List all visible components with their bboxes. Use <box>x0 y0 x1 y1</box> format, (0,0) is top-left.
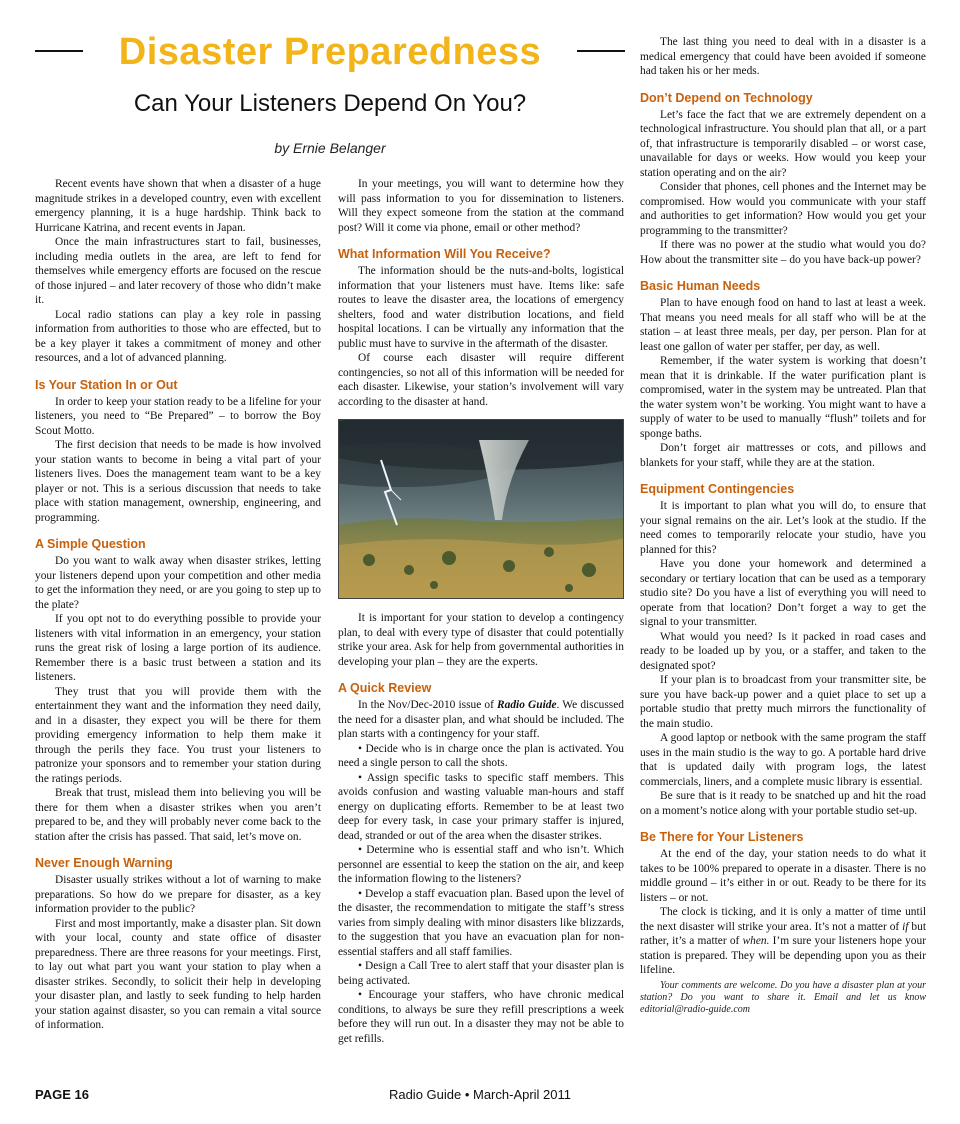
section-heading: Don’t Depend on Technology <box>640 90 813 105</box>
paragraph: At the end of the day, your station needs to do what it takes to be 100% prepared to operate in a disaster. There is no middle ground – it’s either in or out. Ready to be there for its listers – or not. <box>640 848 926 904</box>
paragraph: The last thing you need to deal with in a disaster is a medical emergency that could have been avoided if someone had taken his or her meds. <box>640 36 926 77</box>
paragraph: It is important for your station to develop a contingency plan, to deal with every type of disaster that could potentially strike your area. Ask for help from governmental authorities in developing your plan – they are the experts. <box>338 612 624 668</box>
emphasis: if <box>902 920 909 933</box>
article-header <box>35 30 625 75</box>
column-2 <box>338 177 624 1046</box>
section-heading: A Quick Review <box>338 681 432 695</box>
paragraph: Have you done your homework and determined a secondary or tertiary location that can be used as a temporary studio site? Do you have a list of everything you will need to operate from that location? Don’t forget a way to get the signal to your transmitter. <box>640 558 926 628</box>
paragraph: If your plan is to broadcast from your transmitter site, be sure you have back-up power and a quiet place to set up a portable studio that pretty much mirrors the functionality of the main studio. <box>640 674 926 730</box>
paragraph: The first decision that needs to be made is how involved your station wants to become in being a vital part of your listeners lives. Does the management team want to be a key player or not. This is a serious discussion that needs to take place with station management, ownership, engineering, and programming. <box>35 439 321 524</box>
paragraph: Consider that phones, cell phones and the Internet may be compromised. How would you communicate with your staff and authorities to get information? How would you get your programming to the transmitter? <box>640 181 926 237</box>
page-subtitle: Can Your Listeners Depend On You? <box>133 90 527 117</box>
bullet-item: • Develop a staff evacuation plan. Based upon the level of the disaster, the recommendation to mitigate the staff’s stress varies from simply dealing with minor disasters like blizzards, to the suggestion that you have an evacuation plan for non-essential staffers and all staff families. <box>338 887 624 958</box>
paragraph <box>338 698 624 742</box>
paragraph: The information should be the nuts-and-bolts, logistical information that your listeners must have. Items like: safe routes to leave the disaster area, the locations of emergency shelters, food and water distribution locations, and field hospital locations. I can be virtually any information that the public must have to survive in the aftermath of the disaster. <box>338 265 624 350</box>
section-heading: Basic Human Needs <box>640 279 761 293</box>
text-run: . We discussed the need for a disaster plan, and what should be included. The plan starts with a contingency for your staff. <box>338 699 624 740</box>
paragraph: In order to keep your station ready to be a lifeline for your listeners, you need to “Be Prepared” – to borrow the Boy Scout Motto. <box>35 395 321 437</box>
page-title: Disaster Preparedness <box>118 31 542 73</box>
tornado-illustration <box>339 420 624 599</box>
section-heading: What Information Will You Receive? <box>338 247 551 261</box>
paragraph: Let’s face the fact that we are extremely dependent on a technological infrastructure. You should plan that all, or a part of, that infrastructure is temporarily disabled – or worst case, unavailable for days or weeks. How would you keep your station operating and on the air? <box>640 108 926 179</box>
bullet-item: • Design a Call Tree to alert staff that your disaster plan is being activated. <box>338 960 624 987</box>
bullet-item: • Assign specific tasks to specific staff members. This avoids confusion and wasting valuable man-hours and staff energy on duplicating efforts. Remember to be at least two deep for every task, in case your primary staffer is injured, dead, stranded or out of the area when the disaster strikes. <box>338 771 624 842</box>
paragraph: Be sure that is it ready to be snatched up and hit the road on a moment’s notice along with your portable studio set-up. <box>640 790 926 817</box>
paragraph: If you opt not to do everything possible to provide your listeners with vital information in an emergency, your station runs the great risk of losing a large portion of its audience. Remember there is a basic trust between a station and its listeners. <box>35 613 321 683</box>
paragraph: Break that trust, mislead them into believing you will be there for them when a disaster strikes when you aren’t prepared to be, and they will probably never come back to the station after the crisis has passed. That said, let’s move on. <box>35 787 321 843</box>
paragraph: It is important to plan what you will do, to ensure that your signal remains on the air. Let’s look at the studio. If the need comes to temporarily relocate your studio, have you planned for this? <box>640 500 926 556</box>
paragraph: Once the main infrastructures start to fail, businesses, including media outlets in the area, are left to fend for themselves while emergency efforts are focused on the rescue of those injured – and later recovery of those who didn’t make it. <box>35 236 321 306</box>
bullet-item: • Decide who is in charge once the plan is activated. You need a single person to call the shots. <box>338 742 624 769</box>
paragraph: In your meetings, you will want to determine how they will pass information to you for dissemination to listeners. Will they expect someone from the station at the command post? Will it come via phone, email or other method? <box>338 178 624 234</box>
section-heading: Equipment Contingencies <box>640 482 795 496</box>
text-run: The clock is ticking, and it is only a matter of time until the next disaster will strike your area. It’s not a matter of <box>640 906 926 933</box>
emphasis: when. <box>742 935 770 947</box>
paragraph: What would you need? Is it packed in road cases and ready to be loaded up by you, or a staffer, and taken to the designated spot? <box>640 630 926 672</box>
paragraph: If there was no power at the studio what would you do? How about the transmitter site – do you have back-up power? <box>640 239 926 266</box>
paragraph: They trust that you will provide them with the entertainment they want and the information they need daily, and in a disaster, they expect you will be there for them providing emergency information to help them make it through the perils they face. You trust your listeners to patronize your sponsors and to remember your station during the ratings periods. <box>35 685 321 785</box>
page-number: PAGE 16 <box>35 1087 89 1102</box>
paragraph: A good laptop or netbook with the same program the staff uses in the main studio is the way to go. A portable hard drive that is updated daily with program logs, the latest commercials, liners, and a complete music library is essential. <box>640 732 926 788</box>
paragraph <box>640 905 926 978</box>
publication-name: Radio Guide <box>497 699 557 711</box>
publication-footer: Radio Guide • March-April 2011 <box>388 1087 572 1102</box>
column-3 <box>640 35 926 1016</box>
text-run: but rather, it’s a matter of <box>640 920 926 947</box>
paragraph: Plan to have enough food on hand to last at least a week. That means you need meals for all staff who will be at the station – at least three meals, per day, per person. Plan for at least one gallon of water per staffer, per day, as well. <box>640 297 926 353</box>
section-heading: Never Enough Warning <box>35 856 173 870</box>
bullet-item: • Encourage your staffers, who have chronic medical conditions, to always be sure they refill prescriptions a week before they will run out. In a disaster they may not be able to get refills. <box>338 989 624 1045</box>
byline: by Ernie Belanger <box>274 140 386 156</box>
section-heading: Is Your Station In or Out <box>35 377 178 392</box>
paragraph: Disaster usually strikes without a lot of warning to make preparations. So how do we prepare for disaster, as a key information provider to the public? <box>35 874 321 915</box>
paragraph: First and most importantly, make a disaster plan. Sit down with your local, county and state office of disaster preparedness. There are three reasons for your meetings. First, to lay out what part you want your station to play when a disaster strikes. Secondly, to solicit their help in developing your disaster plan, and lastly to seek funding to help harden your station against disaster, so you can remain a vital source of information. <box>35 917 321 1031</box>
comment-note: Your comments are welcome. Do you have a disaster plan at your station? Do you want to share it. Email and let us know editorial@radio-guide.com <box>640 979 926 1015</box>
column-1 <box>35 177 321 1033</box>
paragraph: Of course each disaster will require different contingencies, so not all of this information will be needed for each disaster. Likewise, your station’s involvement will vary according to the disaster at hand. <box>338 352 624 408</box>
paragraph: Do you want to walk away when disaster strikes, letting your listeners depend upon your competition and other media to get the information they need, or are you going to step up to the plate? <box>35 555 321 611</box>
section-heading: Be There for Your Listeners <box>640 830 804 844</box>
paragraph: Remember, if the water system is working that doesn’t mean that it is drinkable. If the water purification plant is compromised, water in the system may be untreated. Plan that the water system won’t be working. You might want to have a supply of water to be used to manually “flush” toilets and for sponge baths. <box>640 355 926 440</box>
tornado-photo <box>338 419 624 599</box>
text-run: In the Nov/Dec-2010 issue of <box>358 699 498 711</box>
paragraph: Recent events have shown that when a disaster of a huge magnitude strikes in a developed country, even with excellent emergency planning, it is a huge hardship. Think back to Hurricane Katrina, and recent events in Japan. <box>35 178 321 234</box>
bullet-item: • Determine who is essential staff and who isn’t. Which personnel are essential to keep the station on the air, and keep the information flowing to the listeners? <box>338 844 624 885</box>
paragraph: Local radio stations can play a key role in passing information from authorities to those who are effected, but to be a key player it takes a commitment of money and other resources, and a lot of advanced planning. <box>35 308 321 364</box>
paragraph: Don’t forget air mattresses or cots, and pillows and blankets for your staff, while they are at the station. <box>640 442 926 469</box>
section-heading: A Simple Question <box>35 537 146 551</box>
text-run: I’m sure your listeners hope your station is prepared. They will be depending upon you as their lifeline. <box>640 935 926 976</box>
